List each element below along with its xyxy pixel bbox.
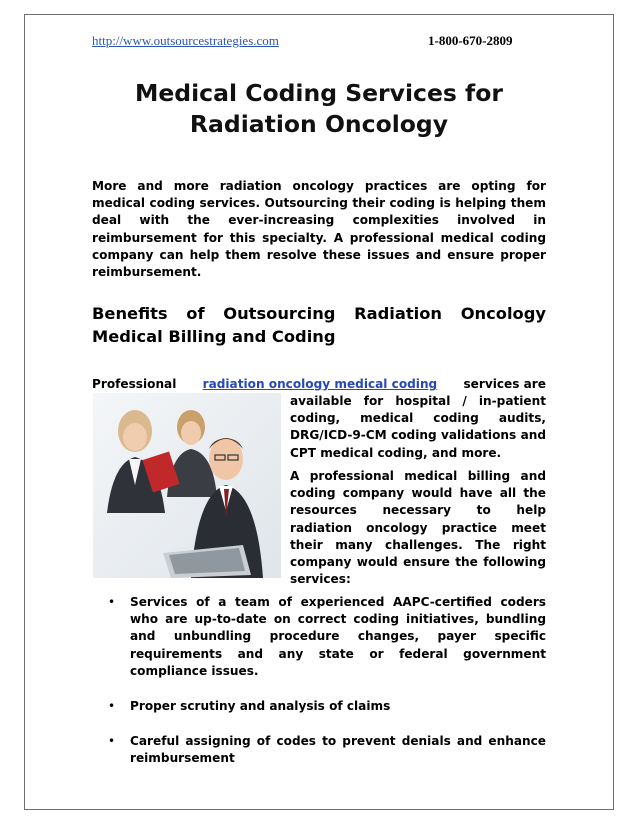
- section-heading: Benefits of Outsourcing Radiation Oncology Medical Billing and Coding: [92, 304, 546, 346]
- bullet-icon: •: [108, 699, 116, 714]
- office-team-photo: [93, 393, 281, 578]
- services-list: [92, 594, 546, 786]
- list-item-text: Services of a team of experienced AAPC-certified coders who are up-to-date on correct coding initiatives, bundling and unbundling procedure changes, payer specific requirements and any state or federal government compliance issues.: [130, 595, 546, 678]
- page-title: Medical Coding Services for Radiation Oncology: [134, 79, 504, 138]
- list-item: [92, 733, 546, 767]
- professional-tail: services are: [463, 377, 546, 391]
- office-team-photo-illustration: [93, 393, 281, 578]
- list-item: [92, 698, 546, 715]
- header-phone: 1-800-670-2809: [428, 33, 513, 48]
- radiation-oncology-coding-link[interactable]: radiation oncology medical coding: [202, 377, 438, 391]
- intro-paragraph: More and more radiation oncology practices are opting for medical coding services. Outsourcing their coding is helping them deal with the ever-increasing complexities involved in reimbursement for this specialty. A professional medical coding company can help them resolve these issues and ensure proper reimbursement.: [92, 179, 546, 280]
- bullet-icon: •: [108, 595, 116, 609]
- bullet-icon: •: [108, 734, 116, 749]
- professional-line: [92, 376, 546, 393]
- header-url-link[interactable]: http://www.outsourcestrategies.com: [92, 33, 279, 48]
- professional-lead: Professional: [92, 377, 177, 391]
- list-item: [92, 594, 546, 680]
- company-paragraph: A professional medical billing and coding company would have all the resources necessary to help radiation oncology practice meet their many challenges. The right company would ensure the following services:: [290, 469, 546, 587]
- list-item-text: Proper scrutiny and analysis of claims: [130, 699, 391, 714]
- list-item-text: Careful assigning of codes to prevent denials and enhance reimbursement: [130, 734, 546, 766]
- professional-continuation: available for hospital / in-patient coding, medical coding audits, DRG/ICD-9-CM coding validations and CPT medical coding, and more.: [290, 394, 546, 460]
